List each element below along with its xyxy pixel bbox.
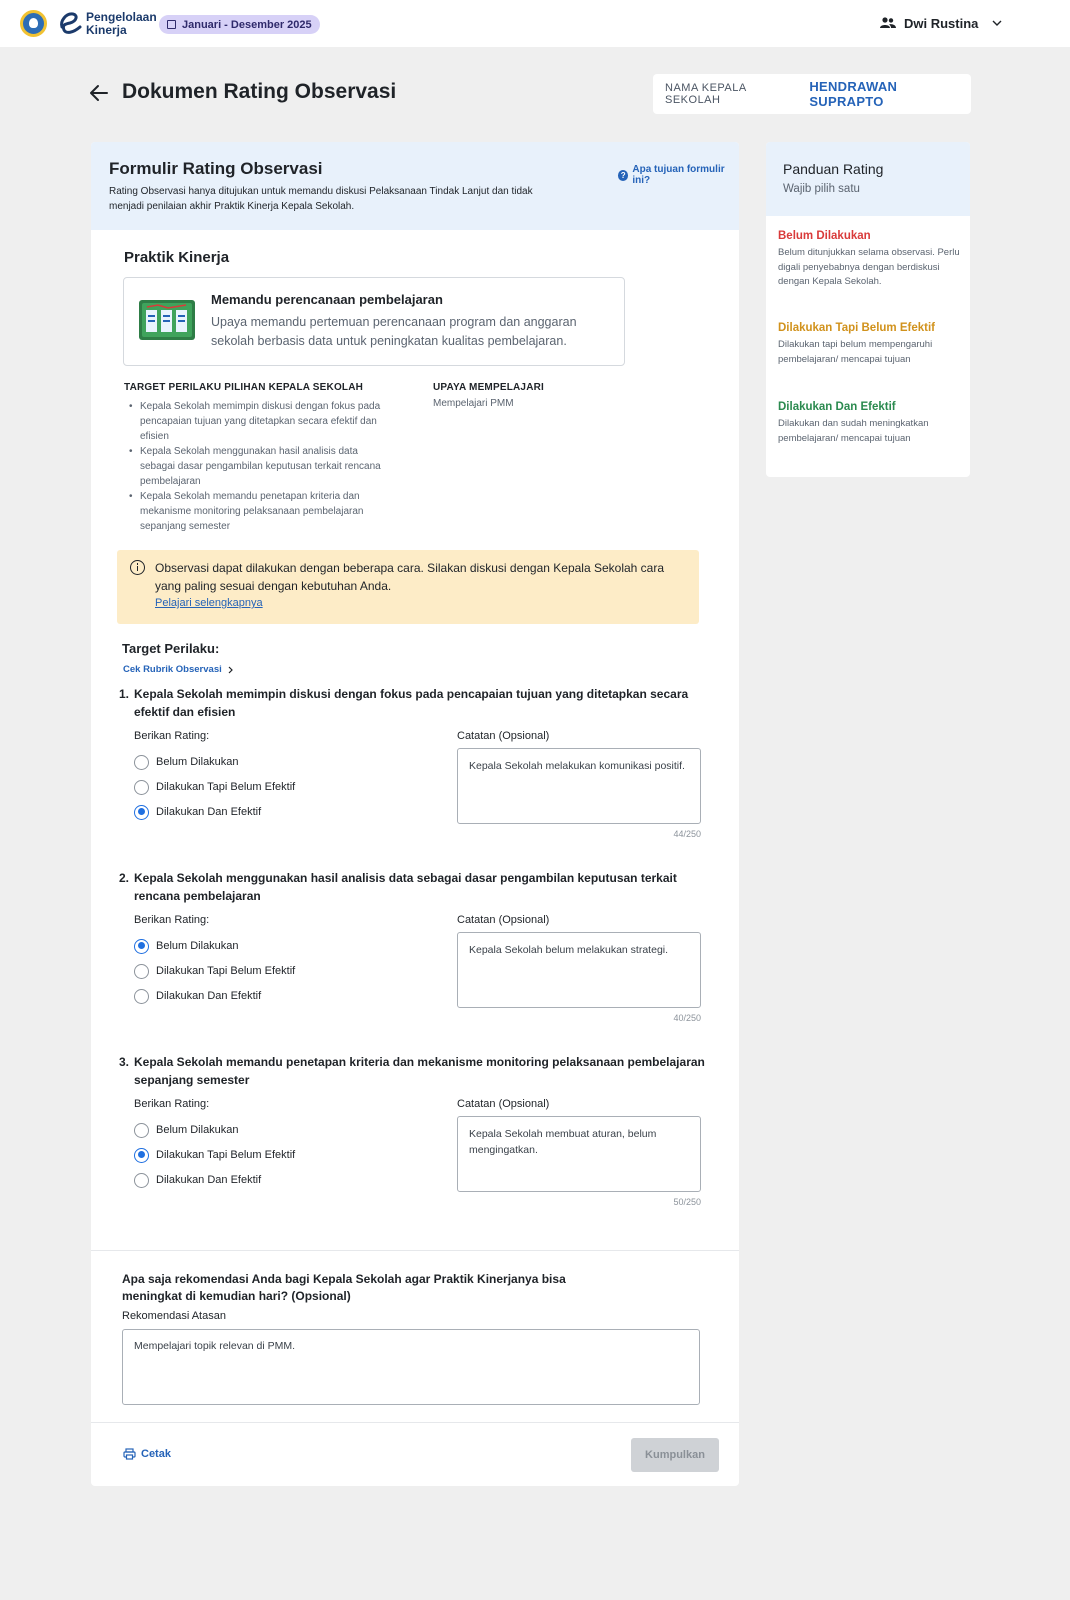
radio-label: Dilakukan Dan Efektif xyxy=(156,990,262,1002)
info-icon xyxy=(130,560,145,575)
guide-item-desc: Dilakukan tapi belum mempengaruhi pembelajaran/ mencapai tujuan xyxy=(778,339,933,365)
radio-option[interactable] xyxy=(134,963,295,979)
practice-section-title: Praktik Kinerja xyxy=(124,249,230,266)
observation-info-banner xyxy=(117,550,699,624)
print-label: Cetak xyxy=(141,1448,171,1460)
char-count: 40/250 xyxy=(673,1013,701,1023)
rating-guide-card xyxy=(766,142,970,477)
question-number: 3. xyxy=(119,1055,130,1069)
learning-effort-value: Mempelajari PMM xyxy=(433,398,514,409)
radio-button[interactable] xyxy=(134,989,149,1004)
learning-effort-heading: UPAYA MEMPELAJARI xyxy=(433,382,545,393)
users-icon xyxy=(880,17,896,29)
help-link-label: Apa tujuan formulir ini? xyxy=(632,164,725,186)
question-title xyxy=(119,869,709,905)
guide-item xyxy=(778,230,963,290)
planning-board-icon xyxy=(138,298,196,342)
rating-form-card xyxy=(91,142,739,1486)
radio-option[interactable] xyxy=(134,779,295,795)
radio-button[interactable] xyxy=(134,755,149,770)
guide-item-title: Dilakukan Dan Efektif xyxy=(778,401,896,413)
recommendation-textarea[interactable]: Mempelajari topik relevan di PMM. xyxy=(122,1329,700,1405)
radio-button[interactable] xyxy=(134,1148,149,1163)
printer-icon xyxy=(123,1448,136,1460)
guide-item xyxy=(778,322,963,367)
guide-item-desc: Belum ditunjukkan selama observasi. Perlu digali penyebabnya dengan berdiskusi dengan Kepala Sekolah. xyxy=(778,247,960,287)
divider xyxy=(91,1422,739,1423)
radio-button[interactable] xyxy=(134,1123,149,1138)
brand-line-2: Kinerja xyxy=(86,23,127,37)
notes-textarea[interactable]: Kepala Sekolah melakukan komunikasi positif. xyxy=(457,748,701,824)
practice-card xyxy=(123,277,625,366)
rating-label: Berikan Rating: xyxy=(134,730,210,742)
period-badge[interactable] xyxy=(159,15,320,34)
char-count: 44/250 xyxy=(673,829,701,839)
char-count: 50/250 xyxy=(673,1197,701,1207)
practice-description: Upaya memandu pertemuan perencanaan program dan anggaran sekolah berbasis data untuk peningkatan kualitas pembelajaran. xyxy=(211,315,577,348)
rubric-link[interactable] xyxy=(123,664,233,675)
radio-option[interactable] xyxy=(134,754,239,770)
radio-option[interactable] xyxy=(134,1172,261,1188)
list-item: • Kepala Sekolah menggunakan hasil analisis data sebagai dasar pengambilan keputusan terkait rencana pembelajaran xyxy=(125,444,385,489)
brand-logo-icon xyxy=(58,9,84,37)
back-arrow-icon[interactable] xyxy=(88,82,110,104)
rubric-link-label: Cek Rubrik Observasi xyxy=(123,664,222,675)
top-bar xyxy=(0,0,1070,47)
notes-textarea[interactable]: Kepala Sekolah membuat aturan, belum mengingatkan. xyxy=(457,1116,701,1192)
radio-option[interactable] xyxy=(134,938,239,954)
period-label: Januari - Desember 2025 xyxy=(182,18,312,31)
recommendation-label: Rekomendasi Atasan xyxy=(122,1310,226,1322)
info-text: Observasi dapat dilakukan dengan beberapa cara. Silakan diskusi dengan Kepala Sekolah cara yang paling sesuai dengan kebutuhan Anda. xyxy=(155,561,665,593)
practice-title: Memandu perencanaan pembelajaran xyxy=(211,292,443,307)
notes-textarea[interactable]: Kepala Sekolah belum melakukan strategi. xyxy=(457,932,701,1008)
radio-label: Dilakukan Dan Efektif xyxy=(156,806,262,818)
principal-name: HENDRAWAN SUPRAPTO xyxy=(809,79,898,109)
radio-button[interactable] xyxy=(134,1173,149,1188)
list-item: • Kepala Sekolah memandu penetapan kriteria dan mekanisme monitoring pelaksanaan pembelajaran sepanjang semester xyxy=(125,489,385,534)
guide-title: Panduan Rating xyxy=(783,161,884,177)
question-text: Kepala Sekolah menggunakan hasil analisis data sebagai dasar pengambilan keputusan terkait rencana pembelajaran xyxy=(134,871,677,903)
radio-button[interactable] xyxy=(134,780,149,795)
calendar-icon xyxy=(167,20,176,29)
radio-label: Belum Dilakukan xyxy=(156,756,239,768)
form-title: Formulir Rating Observasi xyxy=(109,159,323,178)
radio-label: Belum Dilakukan xyxy=(156,940,239,952)
guide-subtitle: Wajib pilih satu xyxy=(783,183,860,195)
page-title: Dokumen Rating Observasi xyxy=(122,80,397,103)
user-menu[interactable] xyxy=(880,12,1002,34)
submit-button[interactable]: Kumpulkan xyxy=(631,1438,719,1472)
radio-option[interactable] xyxy=(134,804,261,820)
notes-label: Catatan (Opsional) xyxy=(457,730,550,742)
radio-label: Dilakukan Tapi Belum Efektif xyxy=(156,965,296,977)
print-button[interactable] xyxy=(123,1448,171,1460)
recommendation-question: Apa saja rekomendasi Anda bagi Kepala Sekolah agar Praktik Kinerjanya bisa meningkat di kemudian hari? (Opsional) xyxy=(122,1272,566,1303)
help-icon: ? xyxy=(618,170,628,181)
notes-label: Catatan (Opsional) xyxy=(457,1098,550,1110)
question-text: Kepala Sekolah memimpin diskusi dengan fokus pada pencapaian tujuan yang ditetapkan secara efektif dan efisien xyxy=(134,687,689,719)
guide-item xyxy=(778,401,963,446)
guide-item-title: Dilakukan Tapi Belum Efektif xyxy=(778,322,935,334)
rating-label: Berikan Rating: xyxy=(134,914,210,926)
radio-option[interactable] xyxy=(134,988,261,1004)
form-header xyxy=(91,142,739,230)
rating-label: Berikan Rating: xyxy=(134,1098,210,1110)
principal-label: NAMA KEPALA SEKOLAH xyxy=(665,82,747,106)
target-behavior-list xyxy=(125,399,385,534)
question-title xyxy=(119,1053,709,1089)
target-behavior-title: Target Perilaku: xyxy=(122,641,220,656)
brand-name xyxy=(86,11,157,37)
radio-button[interactable] xyxy=(134,939,149,954)
chevron-down-icon xyxy=(992,20,1002,26)
principal-info xyxy=(653,74,971,114)
radio-button[interactable] xyxy=(134,805,149,820)
user-name: Dwi Rustina xyxy=(904,15,979,31)
chevron-right-icon xyxy=(228,666,233,674)
question-number: 2. xyxy=(119,871,130,885)
form-purpose-link[interactable] xyxy=(618,164,739,186)
list-item: • Kepala Sekolah memimpin diskusi dengan fokus pada pencapaian tujuan yang ditetapkan secara efektif dan efisien xyxy=(125,399,385,444)
target-behavior-heading: TARGET PERILAKU PILIHAN KEPALA SEKOLAH xyxy=(124,382,364,393)
brand-line-1: Pengelolaan xyxy=(86,10,157,24)
divider xyxy=(91,1250,739,1251)
question-title xyxy=(119,685,709,721)
government-logo xyxy=(20,10,47,37)
guide-item-title: Belum Dilakukan xyxy=(778,230,871,242)
form-description: Rating Observasi hanya ditujukan untuk memandu diskusi Pelaksanaan Tindak Lanjut dan tidak menjadi penilaian akhir Praktik Kinerja Kepala Sekolah. xyxy=(109,186,533,212)
radio-label: Dilakukan Dan Efektif xyxy=(156,1174,262,1186)
radio-label: Dilakukan Tapi Belum Efektif xyxy=(156,781,296,793)
guide-item-desc: Dilakukan dan sudah meningkatkan pembelajaran/ mencapai tujuan xyxy=(778,418,929,444)
notes-label: Catatan (Opsional) xyxy=(457,914,550,926)
radio-label: Belum Dilakukan xyxy=(156,1124,239,1136)
question-number: 1. xyxy=(119,687,130,701)
question-text: Kepala Sekolah memandu penetapan kriteria dan mekanisme monitoring pelaksanaan pembelajaran sepanjang semester xyxy=(134,1055,705,1087)
radio-option[interactable] xyxy=(134,1122,239,1138)
radio-button[interactable] xyxy=(134,964,149,979)
radio-label: Dilakukan Tapi Belum Efektif xyxy=(156,1149,296,1161)
radio-option[interactable] xyxy=(134,1147,295,1163)
guide-header xyxy=(766,142,970,216)
learn-more-link[interactable]: Pelajari selengkapnya xyxy=(155,597,263,609)
